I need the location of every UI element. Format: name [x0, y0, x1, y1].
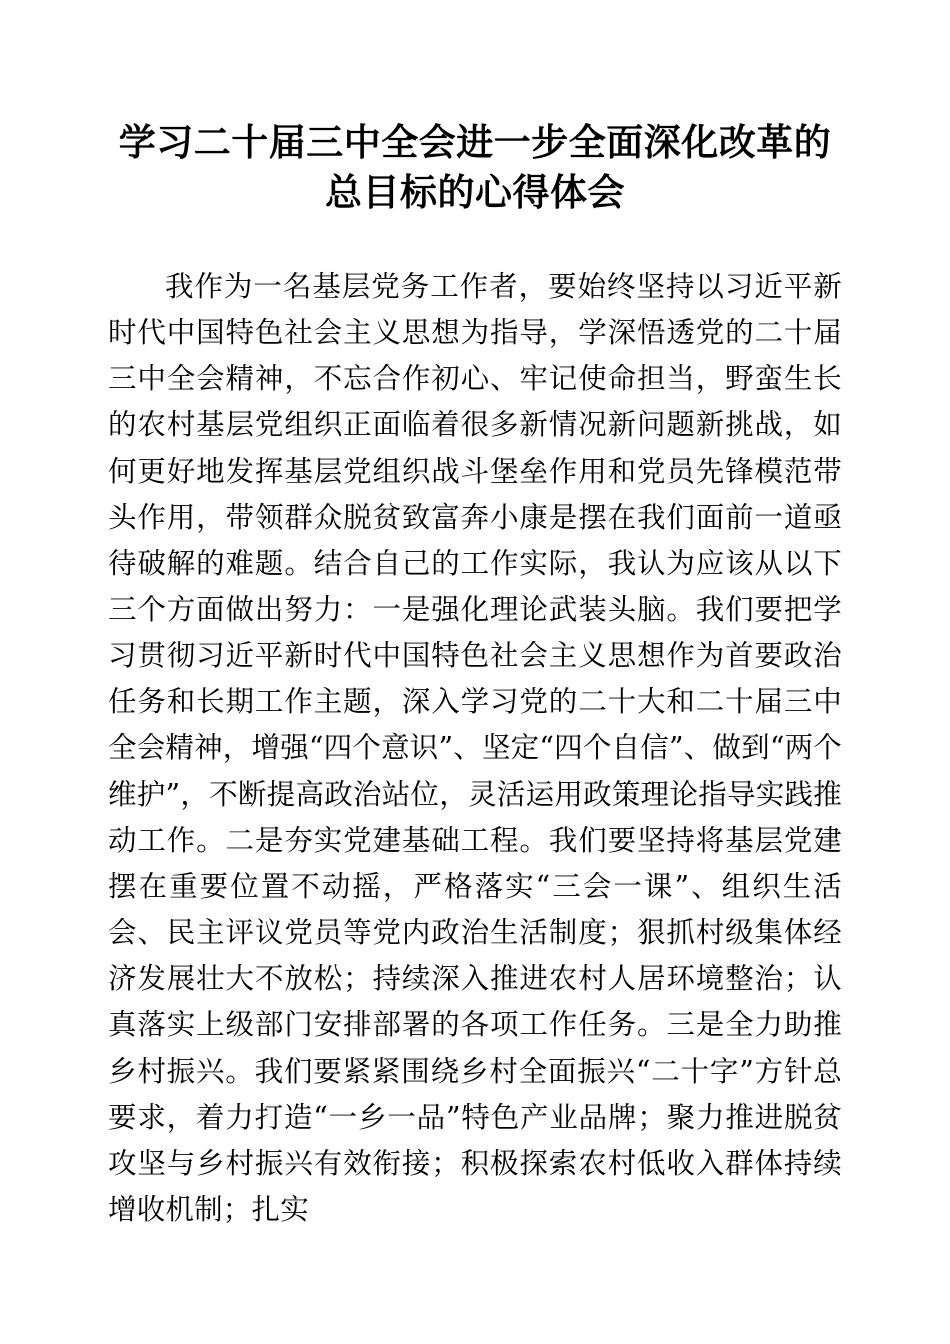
body-paragraph: 我作为一名基层党务工作者，要始终坚持以习近平新时代中国特色社会主义思想为指导，学深悟透党的二十届三中全会精神，不忘合作初心、牢记使命担当，野蛮生长的农村基层党组织正面临着很多新情况新问题新挑战，如何更好地发挥基层党组织战斗堡垒作用和党员先锋模范带头作用，带领群众脱贫致富奔小康是摆在我们面前一道亟待破解的难题。结合自己的工作实际，我认为应该从以下三个方面做出努力：一是强化理论武装头脑。我们要把学习贯彻习近平新时代中国特色社会主义思想作为首要政治任务和长期工作主题，深入学习党的二十大和二十届三中全会精神，增强“四个意识”、坚定“四个自信”、做到“两个维护”，不断提高政治站位，灵活运用政策理论指导实践推动工作。二是夯实党建基础工程。我们要坚持将基层党建摆在重要位置不动摇，严格落实“三会一课”、组织生活会、民主评议党员等党内政治生活制度；狠抓村级集体经济发展壮大不放松；持续深入推进农村人居环境整治；认真落实上级部门安排部署的各项工作任务。三是全力助推乡村振兴。我们要紧紧围绕乡村全面振兴“二十字”方针总要求，着力打造“一乡一品”特色产业品牌；聚力推进脱贫攻坚与乡村振兴有效衔接；积极探索农村低收入群体持续增收机制；扎实: [108, 269, 842, 1226]
page-title: 学习二十届三中全会进一步全面深化改革的总目标的心得体会: [118, 120, 832, 214]
document-body: [108, 264, 842, 1233]
